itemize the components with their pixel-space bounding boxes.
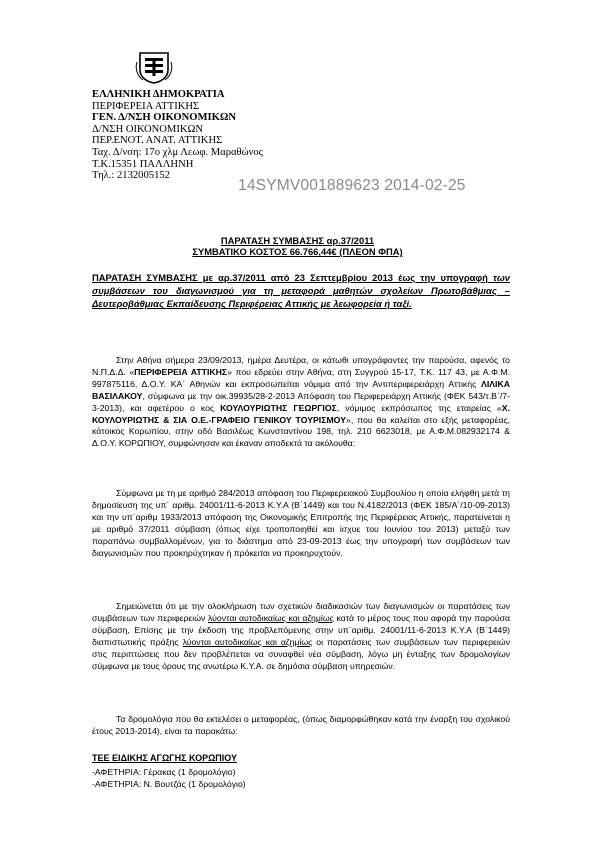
route-item: -ΑΦΕΤΗΡΙΑ: Ν. Βουτζάς (1 δρομολόγιο) [92, 779, 246, 789]
para1-text-3: , σύμφωνα με την οικ.39935/28-2-2013 Απόφαση του Περιφερειάρχη Αττικής (ΦΕΚ 543/τ.Β΄/7-3-2013), και αφετέρου ο κος [92, 390, 510, 413]
para1-text-2: » που εδρεύει στην Αθήνα, στη Συγγρού 15-17, Τ.Κ. 117 43, με Α.Φ.Μ. 997875116, Δ.Ο.Υ. ΚΑ΄ Αθηνών και εκπροσωπείται νόμιμα από την Αντιπεριφερειάρχη Αττικής [92, 366, 510, 389]
header-line-directorate: Δ/ΝΣΗ ΟΙΚΟΝΟΜΙΚΩΝ [92, 123, 204, 135]
sender-header [92, 89, 263, 182]
para1-text-1: Στην Αθήνα σήμερα 23/09/2013, ημέρα Δευτέρα, οι κάτωθι υπογράφοντες την παρούσα, αφενός το Ν.Π.Δ.Δ. « [92, 355, 510, 377]
para2-text: Σύμφωνα με τη με αριθμό 284/2013 απόφαση του Περιφερειακού Συμβουλίου η οποία ελήφθη μετά τη δημοσίευση της υπ΄ αριθμ. 24001/11-6-2013 Κ.Υ.Α (Β΄1449) και του Ν.4182/2013 (ΦΕΚ 185/Α΄/10-09-2013) και την υπ΄αριθμ 1933/2013 απόφαση της Οικονομικής Επιτροπής της Περιφέρειας Αττικής, παρατείνεται η με αριθμό 37/2011 σύμβαση (όπως είχε τροποποιηθεί και ίσχυε του Ιουνίου του 2013) μεταξύ των παραπάνω συμβαλλομένων, για το διάστημα από 23-09-2013 έως την υπογραφή των συμβάσεων των διαγωνισμών που προκηρύχτηκαν ή πρόκειται να προκηρυχτούν. [92, 488, 510, 558]
para3-underlined-2: λύονται αυτοδικαίως και αζημίως [182, 636, 313, 647]
document-subject [92, 271, 510, 311]
para3-text-2: κατά το μέρος τους που αφορά την παρούσα σύμβαση, Επίσης με την έκδοση της προβλεπόμενης στην υπ΄αριθμ. 24001/11-6-2013 Κ.Υ.Α (Β΄1449) διαπιστωτικής πράξης [92, 612, 511, 647]
header-line-regional-unit: ΠΕΡ.ΕΝΟΤ. ΑΝΑΤ. ΑΤΤΙΚΗΣ [92, 135, 223, 147]
para3-text-3: οι παρατάσεις των συμβάσεων των περιφερειών στις περιπτώσεις που δεν προβλέπεται να συναφθεί νέα σύμβαση, λόγω μη ένταξης των δρομολογίων σύμφωνα με τους όρους της ανωτέρω Κ.Υ.Α. σε δημόσια σύμβαση υπηρεσιών. [92, 636, 510, 671]
header-line-postcode: Τ.Κ.15351 ΠΑΛΛΗΝΗ [92, 158, 194, 170]
paragraph-routes-intro [92, 714, 510, 738]
subject-lead: ΠΑΡΑΤΑΣΗ ΣΥΜΒΑΣΗΣ με αρ.37/2011 από 23 Σεπτεμβρίου 2013 έως την υπογραφή [92, 272, 488, 283]
para1-text-5: », που θα καλείται στο εξής μεταφορέας, κάτοικος Κορωπίου, στην οδό Βασιλέως Κωνσταντίνου 198, τηλ. 210 6623018, με Α.Φ.Μ.082932174 & Δ.Ο.Υ. ΚΟΡΩΠΙΟΥ, συμφώνησαν και έκαναν αποδεκτά τα ακόλουθα: [92, 414, 510, 449]
header-line-country: ΕΛΛΗΝΙΚΗ ΔΗΜΟΚΡΑΤΙΑ [92, 89, 225, 100]
header-line-region: ΠΕΡΙΦΕΡΕΙΑ ΑΤΤΙΚΗΣ [92, 100, 200, 112]
greek-coat-of-arms-emblem [134, 50, 174, 84]
paragraph-parties [92, 355, 510, 450]
document-title [0, 235, 595, 257]
section-title-school: ΤΕΕ ΕΙΔΙΚΗΣ ΑΓΩΓΗΣ ΚΟΡΩΠΙΟΥ [92, 753, 238, 763]
para1-deputy-name: ΛΙΛΙΚΑ ΒΑΣΙΛΑΚΟΥ [92, 378, 510, 401]
para1-text-4: , νόμιμος εκπρόσωπος της εταιρείας « [336, 402, 502, 413]
header-line-address: Ταχ. Δ/νση: 17ο χλμ Λεωφ. Μαραθώνος [92, 146, 263, 158]
paragraph-termination-note [92, 601, 510, 672]
para4-text: Τα δρομολόγια που θα εκτελέσει ο μεταφορέας, (όπως διαμορφώθηκαν κατά την έναρξη του σχολικού έτους 2013-2014), είναι τα παρακάτω: [92, 714, 510, 736]
subject-rest: των συμβάσεων του διαγωνισμού για τη μεταφορά μαθητών σχολείων Πρωτοβάθμιας – Δευτεροβάθμιας Εκπαίδευσης Περιφέρειας Αττικής με λεωφορεία ή ταξί. [92, 272, 511, 310]
header-line-phone: Τηλ.: 2132005152 [92, 170, 170, 182]
para3-underlined-1: λύονται αυτοδικαίως και αζημίως [208, 612, 334, 623]
para1-company-name: Χ. ΚΟΥΛΟΥΡΙΩΤΗΣ & ΣΙΑ Ο.Ε.-ΓΡΑΦΕΙΟ ΓΕΝΙΚΟΥ ΤΟΥΡΙΣΜΟΥ [92, 402, 511, 425]
document-title-line2: ΣΥΜΒΑΤΙΚΟ ΚΟΣΤΟΣ 66.766,44€ (ΠΛΕΟΝ ΦΠΑ) [192, 246, 403, 258]
para3-text-1: Σημειώνεται ότι με την ολοκλήρωση των σχετικών διαδικασιών των διαγωνισμών οι παρατάσεις των συμβάσεων των περιφερειών [92, 601, 510, 623]
route-item: -ΑΦΕΤΗΡΙΑ: Γέρακας (1 δρομολόγιο) [92, 767, 236, 777]
para1-contractor-name: ΚΟΥΛΟΥΡΙΩΤΗΣ ΓΕΩΡΓΙΟΣ [220, 402, 337, 413]
ada-stamp-code: 14SYMV001889623 2014-02-25 [238, 177, 466, 194]
header-line-general-directorate: ΓΕΝ. Δ/ΝΣΗ ΟΙΚΟΝΟΜΙΚΩΝ [92, 112, 236, 124]
routes-list [92, 766, 246, 790]
para1-region-name: ΠΕΡΙΦΕΡΕΙΑ ΑΤΤΙΚΗΣ [134, 366, 228, 377]
paragraph-extension-basis [92, 488, 510, 559]
document-title-line1: ΠΑΡΑΤΑΣΗ ΣΥΜΒΑΣΗΣ αρ.37/2011 [220, 235, 375, 246]
